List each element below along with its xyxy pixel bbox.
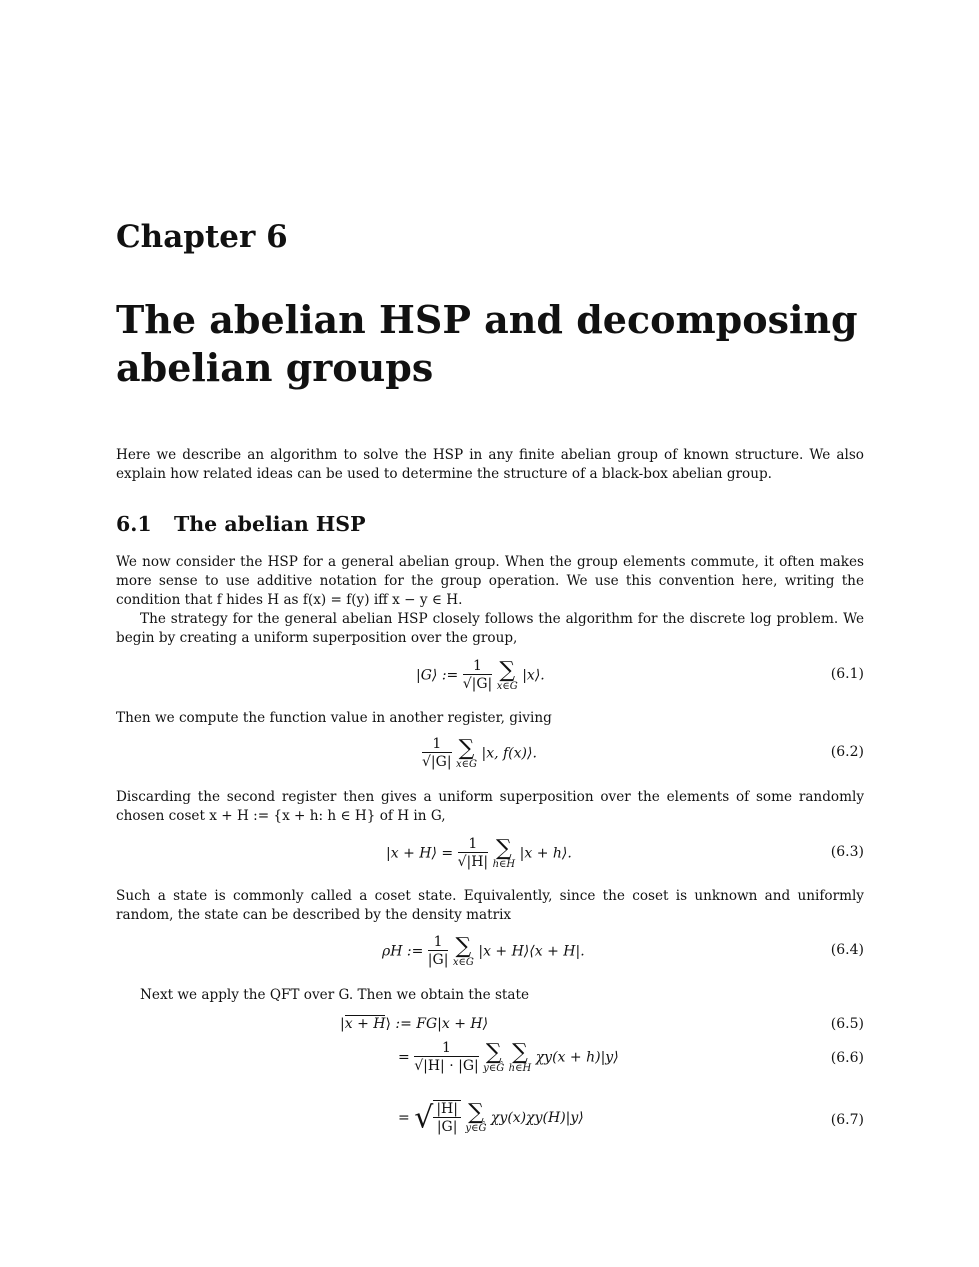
eq3-lhs: |x + H⟩ =	[386, 845, 454, 862]
eq7-sum: ∑ y∈Ĝ	[465, 1100, 487, 1134]
eq5-lhs: x + H	[344, 1016, 386, 1032]
section-number: 6.1	[116, 512, 152, 536]
eq3-number: (6.3)	[830, 844, 864, 860]
intro-paragraph: Here we describe an algorithm to solve the HSP in any finite abelian group of known structure. We also explain how related ideas can be used to determine the structure of a black-box abelian group.	[116, 447, 864, 482]
paragraph-1: We now consider the HSP for a general abelian group. When the group elements commute, it often makes more sense to use additive notation for the group operation. We use this convention here, writing the condition that f hides H as f(x) = f(y) iff x − y ∈ H.	[116, 554, 864, 608]
section-title: The abelian HSP	[174, 512, 366, 536]
eq1-sum-sub: x∈G	[496, 680, 518, 692]
eq3-den: √|H|	[457, 854, 489, 870]
equation-6-4	[116, 928, 864, 978]
eq1-sum: ∑ x∈G	[496, 657, 518, 692]
eq6-fraction	[414, 1040, 479, 1075]
eq3-sum-sub: h∈H	[492, 858, 516, 870]
equation-6-3	[116, 830, 864, 880]
eq2-num: 1	[422, 736, 452, 753]
eq4-sum-sub: x∈G	[452, 956, 474, 968]
eq1-number: (6.1)	[830, 666, 864, 682]
eq1-num: 1	[463, 658, 493, 675]
paragraph-6: Next we apply the QFT over G. Then we obtain the state	[140, 987, 529, 1003]
paragraph-2: The strategy for the general abelian HSP closely follows the algorithm for the discrete log problem. We begin by creating a uniform superposition over the group,	[116, 611, 864, 646]
eq7-den: |G|	[436, 1119, 458, 1135]
eq1-lhs: |G⟩ :=	[416, 667, 459, 684]
eq2-sum: ∑ x∈G	[456, 735, 478, 770]
equation-6-7: = √ $\frac{|H|}{|G|}$ ∑ y∈Ĝ χy(x)χy(H)|y⟩ (6.7)	[398, 1100, 864, 1136]
eq4-number: (6.4)	[830, 942, 864, 958]
paragraph-4: Discarding the second register then gives a uniform superposition over the elements of some randomly chosen coset x + H := {x + h: h ∈ H} of H in G,	[116, 789, 864, 824]
eq5-rhs: := FG|x + H⟩	[395, 1016, 489, 1032]
eq7-number: (6.7)	[830, 1112, 864, 1128]
eq7-sum-sub: y∈Ĝ	[465, 1123, 487, 1134]
equation-6-2	[116, 730, 864, 780]
section-heading	[116, 512, 366, 536]
eq7-rhs: χy(x)χy(H)|y⟩	[490, 1110, 584, 1126]
eq6-number: (6.6)	[830, 1050, 864, 1066]
eq2-sum-sub: x∈G	[456, 758, 478, 770]
eq2-rhs: |x, f(x)⟩.	[481, 745, 537, 762]
eq6-num: 1	[414, 1040, 479, 1057]
paragraph-3: Then we compute the function value in another register, giving	[116, 710, 552, 726]
eq4-den: |G|	[427, 952, 449, 968]
eq3-rhs: |x + h⟩.	[519, 845, 572, 862]
eq7-num: |H|	[433, 1101, 461, 1118]
eq1-den: √|G|	[462, 676, 493, 692]
chapter-title: The abelian HSP and decomposing abelian groups	[116, 297, 858, 390]
eq2-fraction	[422, 736, 452, 771]
paragraph-5: Such a state is commonly called a coset state. Equivalently, since the coset is unknown and uniformly random, the state can be described by the density matrix	[116, 888, 864, 923]
eq4-rhs: |x + H⟩⟨x + H|.	[478, 943, 585, 960]
eq2-den: √|G|	[422, 754, 452, 770]
eq1-fraction	[463, 658, 493, 693]
eq2-number: (6.2)	[830, 744, 864, 760]
eq6-rhs: χy(x + h)|y⟩	[535, 1049, 619, 1066]
eq6-sum1-sub: y∈Ĝ	[483, 1062, 505, 1074]
eq3-num: 1	[458, 836, 489, 853]
eq4-lhs: ρH :=	[382, 943, 424, 960]
eq7-fraction	[433, 1100, 461, 1136]
eq3-fraction	[458, 836, 489, 871]
eq4-fraction	[428, 934, 449, 969]
eq6-sum2-sub: h∈H	[508, 1062, 532, 1074]
eq6-sum-1: ∑ y∈Ĝ	[483, 1039, 505, 1074]
equation-6-6: = $\frac{1}{√|H| \cdot |G|}$ ∑ y∈Ĝ ∑ h∈H χy(x + h)|y⟩ (6.6)	[398, 1039, 864, 1074]
chapter-label: Chapter 6	[116, 219, 288, 255]
eq6-den: √|H| · |G|	[414, 1058, 479, 1074]
eq4-num: 1	[428, 934, 449, 951]
eq6-sum-2: ∑ h∈H	[508, 1039, 532, 1074]
eq3-sum: ∑ h∈H	[492, 835, 516, 870]
eq1-rhs: |x⟩.	[522, 667, 545, 684]
eq4-sum: ∑ x∈G	[452, 933, 474, 968]
equation-6-5: |x + H⟩ := FG|x + H⟩ (6.5)	[340, 1016, 864, 1032]
equation-6-1	[116, 652, 864, 702]
eq5-number: (6.5)	[830, 1016, 864, 1032]
